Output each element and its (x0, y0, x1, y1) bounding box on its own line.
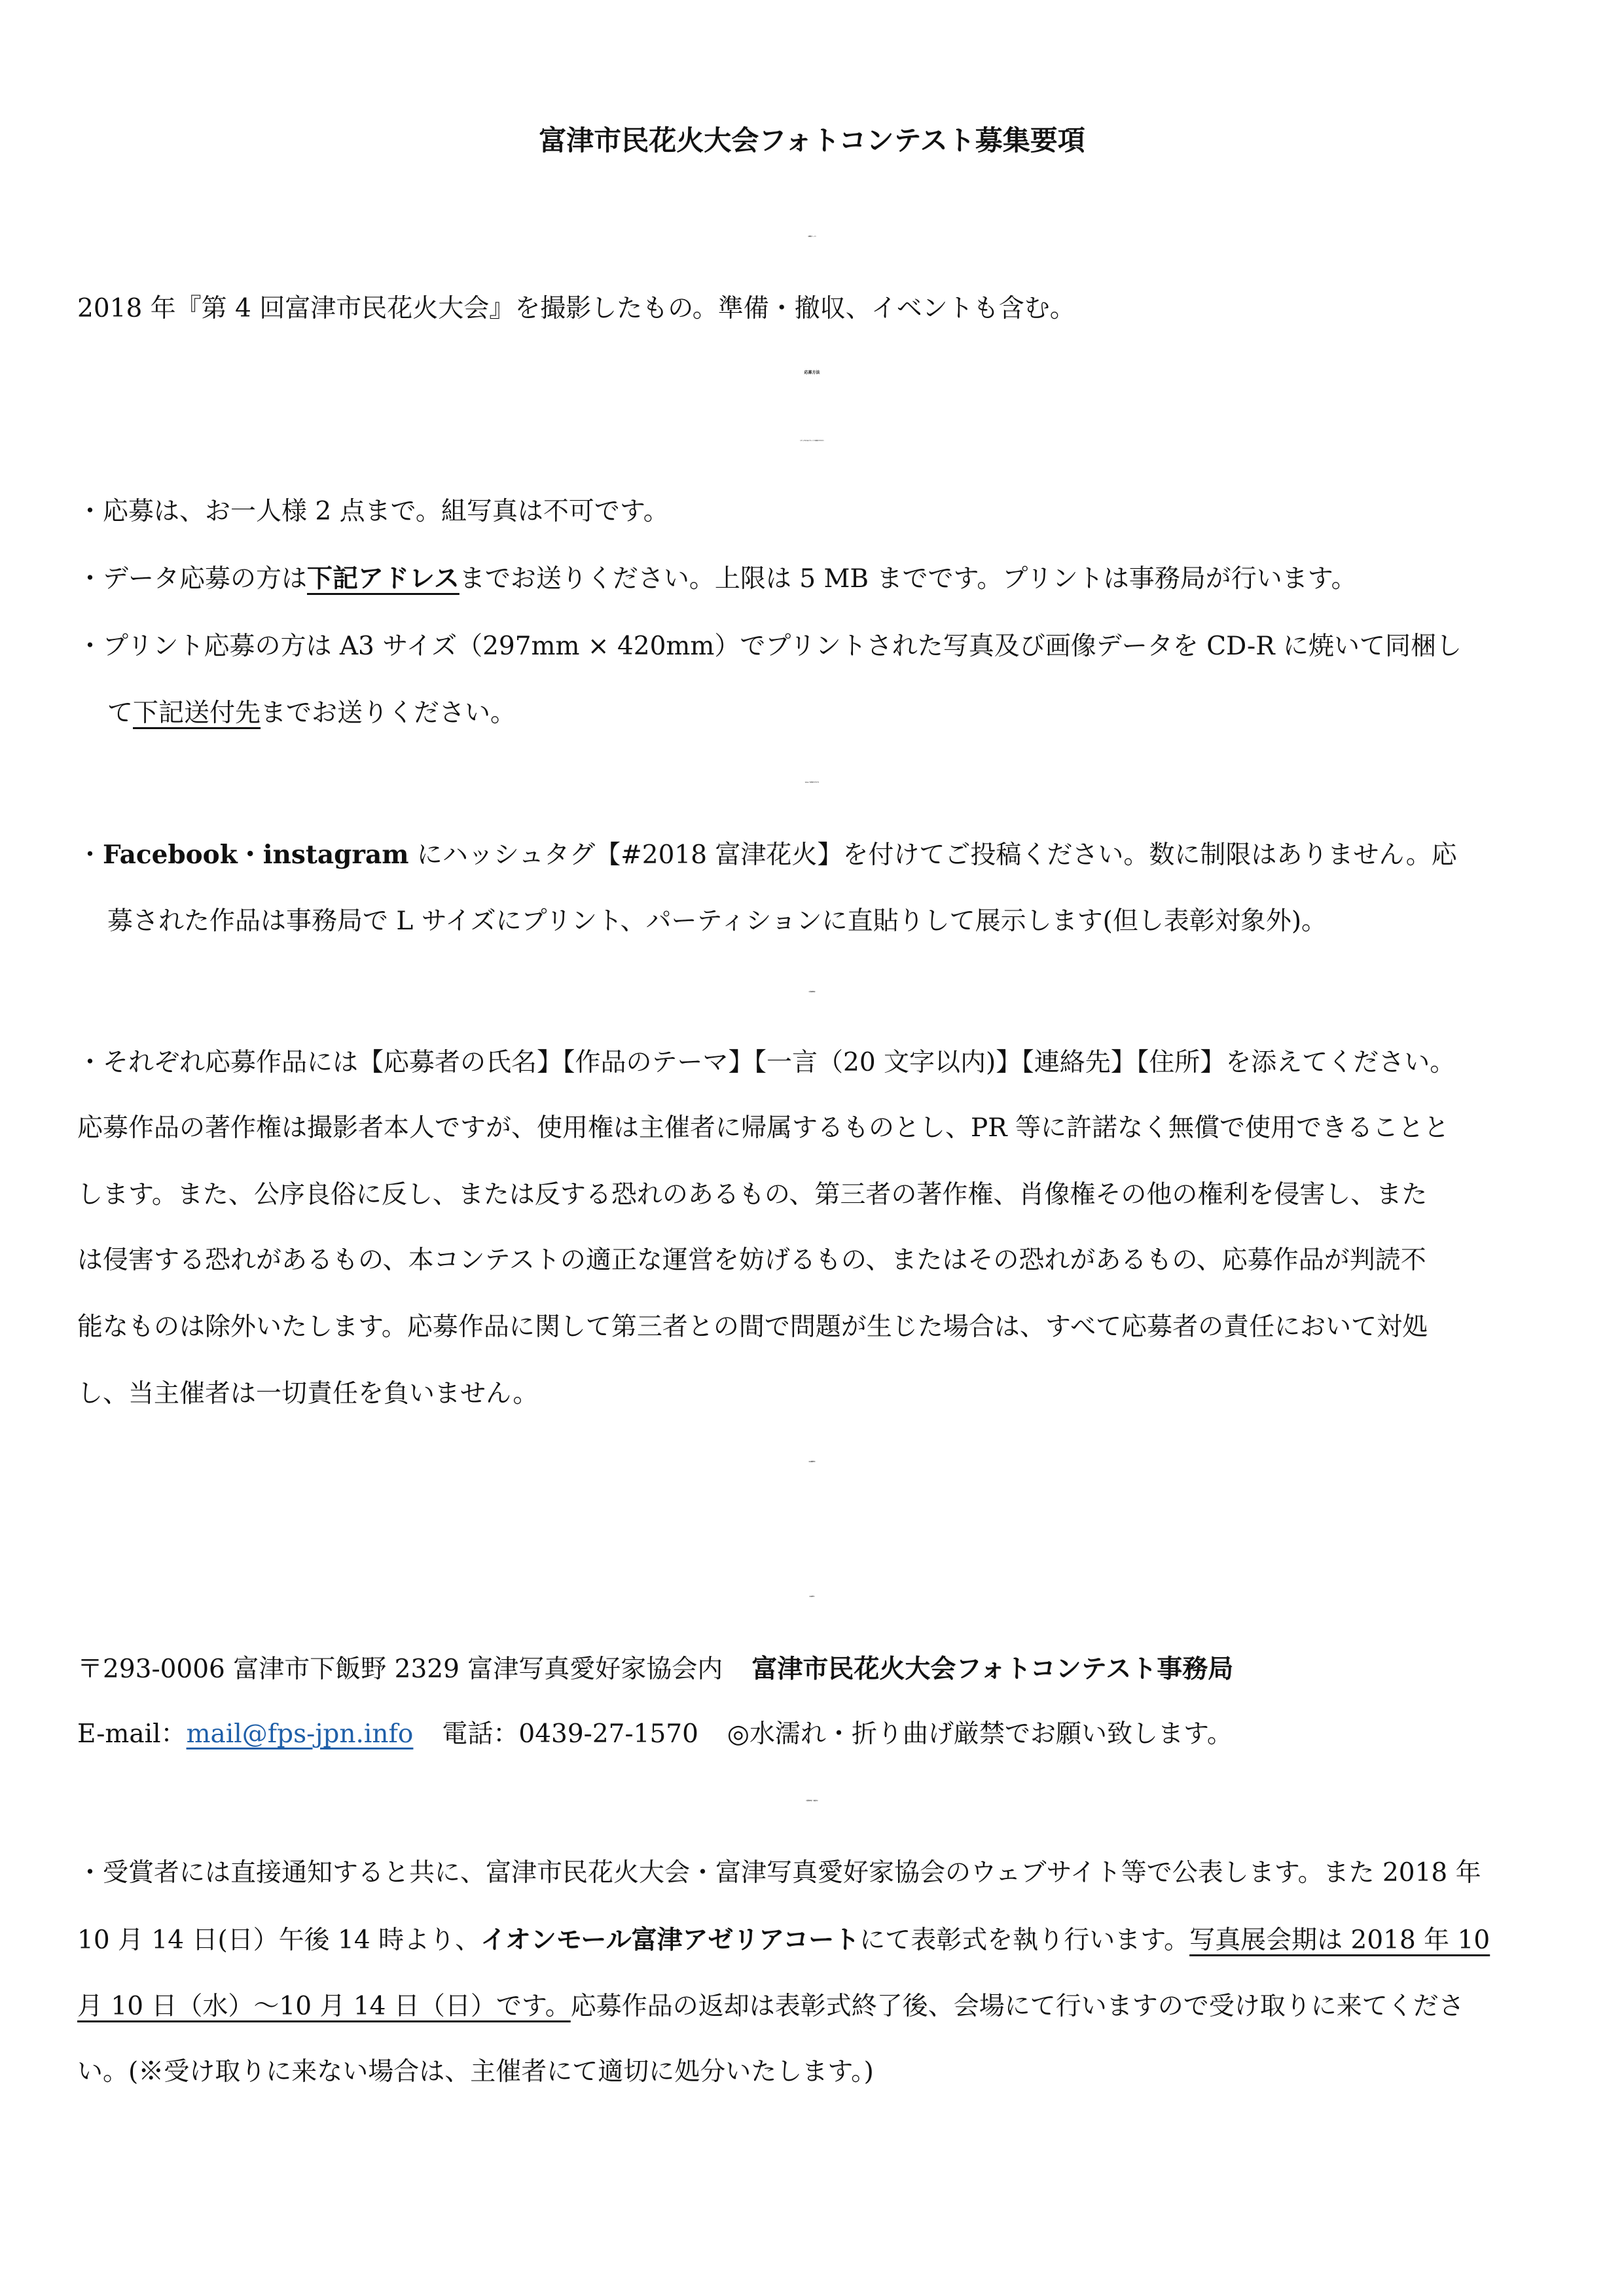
deadline-heading: 《応募締切》 (808, 1462, 816, 1463)
email-link[interactable]: mail@fps-jpn.info (186, 1719, 414, 1749)
page-title: 富津市民花火大会フォトコンテスト募集要項 (539, 124, 1085, 156)
sns-line-1 (77, 835, 1557, 875)
method-subheading: 《データまたはプリントで参加できます》 (799, 440, 825, 442)
sns-line-1-post: にハッシュタグ【#2018 富津花火】を付けてご投稿ください。数に制限はありません。応 (408, 840, 1457, 870)
theme-heading: 《募集テーマ》 (807, 236, 817, 238)
send-address-text: 下記送付先 (133, 698, 261, 728)
award-line-1: ・受賞者には直接通知すると共に、富津市民花火大会・富津写真愛好家協会のウェブサイト等で公表します。また 2018 年 (77, 1858, 1481, 1888)
address-link-text: 下記アドレス (307, 564, 460, 594)
method-bullet-3-line-1: ・プリント応募の方は A3 サイズ（297mm × 420mm）でプリントされた写真及び画像データを CD-R に焼いて同梱し (77, 632, 1462, 661)
award-line-3 (77, 1987, 1557, 2026)
award-line-2-mid: にて表彰式を執り行います。 (859, 1926, 1190, 1955)
common-line-3: します。また、公序良俗に反し、または反する恐れのあるもの、第三者の著作権、肖像権その他の権利を侵害し、また (77, 1180, 1428, 1210)
award-line-3-post: 応募作品の返却は表彰式終了後、会場にて行いますので受け取りに来てくださ (570, 1992, 1464, 2021)
method-bullet-3-post: までお送りください。 (261, 698, 516, 728)
method-bullet-2 (77, 559, 1557, 599)
deadline-date (0, 1513, 1624, 1552)
award-line-2 (77, 1920, 1557, 1960)
sns-platforms: Facebook・instagram (103, 840, 409, 870)
method-bullet-2-pre: ・データ応募の方は (77, 564, 308, 594)
destination-contact-line (77, 1715, 1557, 1754)
destination-heading: 《応募先》 (808, 1596, 816, 1598)
common-line-2: 応募作品の著作権は撮影者本人ですが、使用権は主催者に帰属するものとし、PR 等に許諾なく無償で使用できることと (77, 1113, 1450, 1143)
destination-address-line (77, 1649, 1557, 1689)
sns-heading: 《SNS で参加できます》 (804, 782, 820, 783)
phone-number: 電話：0439-27-1570 (442, 1719, 698, 1749)
method-bullet-2-post: までお送りください。上限は 5 MB までです。プリントは事務局が行います。 (459, 564, 1357, 594)
common-line-5: 能なものは除外いたします。応募作品に関して第三者との間で問題が生じた場合は、すべて応募者の責任において対処 (77, 1312, 1428, 1342)
destination-office: 富津市民花火大会フォトコンテスト事務局 (751, 1654, 1234, 1684)
award-line-4: い。(※受け取りに来ない場合は、主催者にて適切に処分いたします。) (77, 2057, 874, 2087)
common-line-1: ・それぞれ応募作品には【応募者の氏名】【作品のテーマ】【一言（20 文字以内)】【連絡先】【住所】を添えてください。 (77, 1048, 1456, 1077)
method-heading: 応募方法 (804, 370, 820, 375)
method-bullet-3-line-2 (107, 694, 1587, 733)
email-label: E-mail： (77, 1719, 187, 1749)
exhibition-period-start: 写真展会期は 2018 年 10 (1189, 1926, 1490, 1955)
method-bullet-3-pre: て (107, 698, 134, 728)
sns-line-2: 募された作品は事務局で L サイズにプリント、パーティションに直貼りして展示します(但し表彰対象外)。 (107, 906, 1327, 936)
award-venue: イオンモール富津アゼリアコート (480, 1925, 860, 1955)
sns-line-1-pre: ・ (77, 840, 103, 870)
common-line-4: は侵害する恐れがあるもの、本コンテストの適正な運営を妨げるもの、またはその恐れがあるもの、応募作品が判読不 (77, 1246, 1426, 1275)
exhibition-period-end: 月 10 日（水）～10 月 14 日（日）です。 (77, 1992, 571, 2021)
method-bullet-1: ・応募は、お一人様 2 点まで。組写真は不可です。 (77, 497, 669, 526)
common-heading: 《共通事項》 (808, 992, 816, 993)
award-line-2-pre: 10 月 14 日(日）午後 14 時より、 (77, 1926, 481, 1955)
destination-address: 〒293-0006 富津市下飯野 2329 富津写真愛好家協会内 (77, 1655, 723, 1684)
handling-note: ◎水濡れ・折り曲げ厳禁でお願い致します。 (727, 1719, 1233, 1749)
common-line-6: し、当主催者は一切責任を負いません。 (77, 1379, 539, 1408)
award-heading: 《受賞発表・表彰式》 (805, 1801, 819, 1802)
theme-text: 2018 年『第 4 回富津市民花火大会』を撮影したもの。準備・撤収、イベントも含む。 (77, 294, 1075, 323)
